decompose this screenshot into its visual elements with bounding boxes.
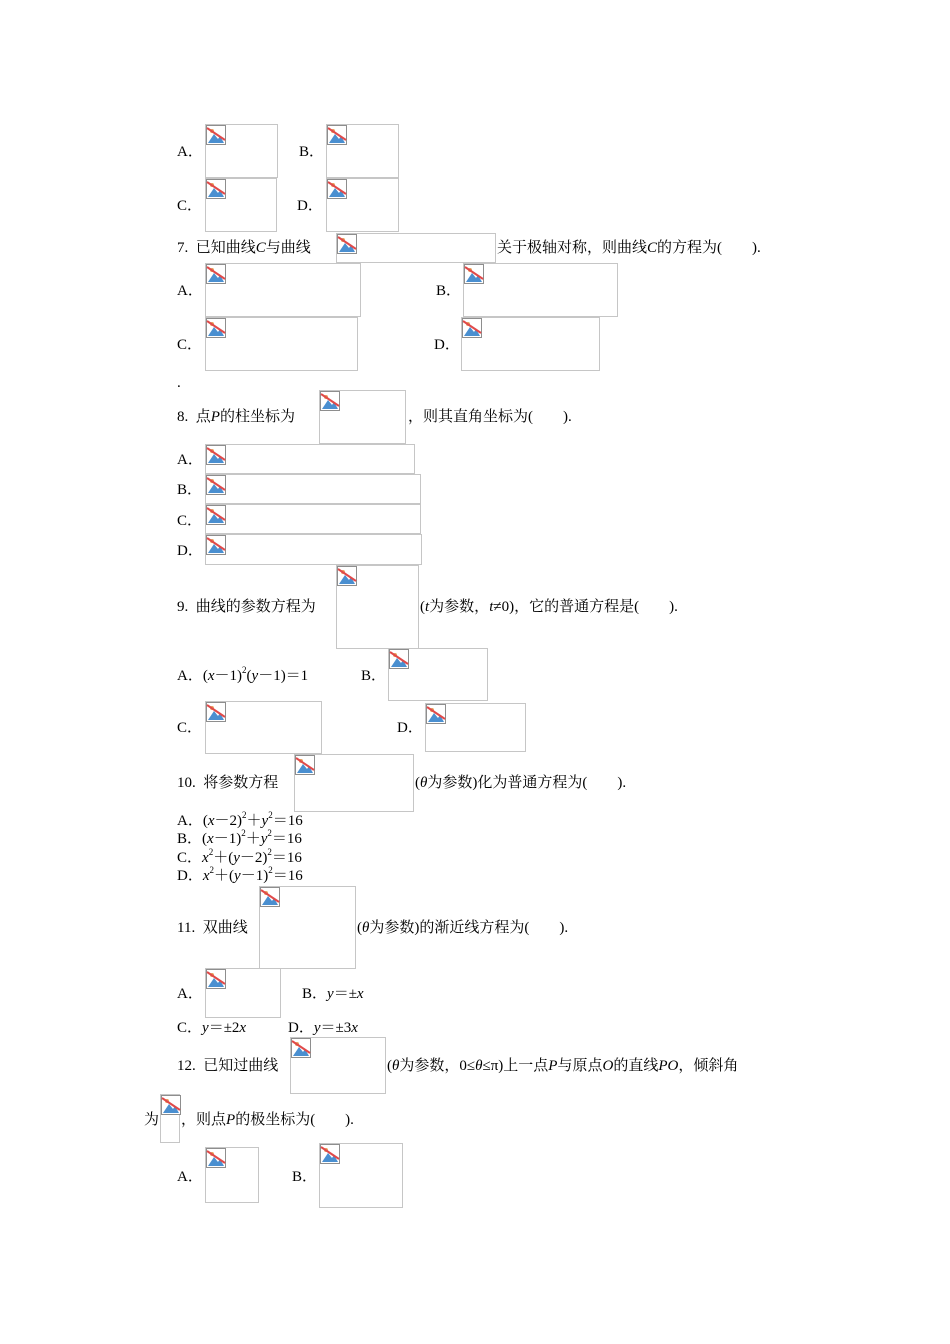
option-label-d: D． <box>434 337 460 353</box>
broken-image-icon <box>464 264 484 284</box>
expr-exponent: 2 <box>242 810 247 820</box>
expr-var: x <box>356 986 364 1002</box>
stem-text: 的方程为( ). <box>657 240 761 256</box>
option-label-a: A． <box>177 813 203 829</box>
stem-var: t <box>425 599 430 615</box>
expr-var: x <box>239 1020 247 1036</box>
formula-image <box>205 534 422 565</box>
broken-image-icon <box>206 969 226 989</box>
stem-var: C <box>255 240 266 256</box>
expr-part: ＋( <box>214 868 235 884</box>
broken-image-icon <box>389 649 409 669</box>
stem-var: θ <box>420 775 428 791</box>
stem-text: 与原点 <box>557 1058 603 1074</box>
question-9-stem-cont <box>420 598 678 616</box>
stem-text: ( <box>357 920 362 936</box>
expr-var: x <box>207 813 215 829</box>
option-label-b: B． <box>177 831 203 847</box>
stem-text: ≤π)上一点 <box>482 1058 549 1074</box>
stem-var: t <box>489 599 494 615</box>
broken-image-icon <box>291 1038 311 1058</box>
expr-exponent: 2 <box>268 865 273 875</box>
option-label-d: D． <box>177 868 203 884</box>
option-label-b: B． <box>361 668 387 684</box>
expr-part: ( <box>246 668 252 684</box>
option-d <box>288 1019 358 1037</box>
option-a <box>177 812 303 830</box>
expr-part: ＝16 <box>272 868 303 884</box>
stem-text: 为参数， <box>429 599 490 615</box>
broken-image-icon <box>206 505 226 525</box>
expr-var: y <box>327 986 334 1002</box>
expr-var: y <box>233 850 240 866</box>
expr-part: －1) <box>213 831 242 847</box>
question-12-stem-cont <box>387 1057 738 1075</box>
question-11-stem-cont <box>357 919 568 937</box>
question-10-stem <box>177 774 278 792</box>
formula-image <box>425 703 526 752</box>
formula-image <box>205 263 361 317</box>
question-7-stem-cont <box>497 239 761 257</box>
option-label-d: D． <box>297 198 323 214</box>
stem-var: P <box>548 1058 558 1074</box>
stem-var: O <box>602 1058 614 1074</box>
question-number: 9. <box>177 599 189 615</box>
option-label-d: D． <box>288 1020 314 1036</box>
expr-part: ＝16 <box>271 831 302 847</box>
formula-image <box>205 317 358 371</box>
formula-image <box>326 178 399 232</box>
expr-var: y <box>313 1020 321 1036</box>
option-c <box>177 1019 246 1037</box>
broken-image-icon <box>337 234 357 254</box>
formula-image <box>336 565 419 649</box>
stem-text: 为参数)化为普通方程为( ). <box>427 775 627 791</box>
expr-part: －2) <box>214 813 243 829</box>
option-label-c: C． <box>177 720 203 736</box>
broken-image-icon <box>260 887 280 907</box>
formula-image <box>205 474 421 504</box>
broken-image-icon <box>206 445 226 465</box>
stem-text: 将参数方程 <box>203 775 279 791</box>
stem-text: 的极坐标为( ). <box>235 1112 354 1128</box>
question-7-stem <box>177 239 311 257</box>
stem-var: C <box>647 240 658 256</box>
stem-text: 的柱坐标为 <box>219 409 295 425</box>
option-label-c: C． <box>177 850 203 866</box>
stem-var: θ <box>392 1058 400 1074</box>
question-number: 8. <box>177 409 189 425</box>
expr-part: ＋ <box>246 813 262 829</box>
expr-part: －1) <box>240 868 269 884</box>
question-11-stem <box>177 919 248 937</box>
formula-image <box>336 233 496 263</box>
formula-image <box>388 648 488 701</box>
formula-image <box>290 1037 386 1094</box>
expr-var: x <box>207 831 214 847</box>
expr-exponent: 2 <box>241 828 246 838</box>
broken-image-icon <box>327 179 347 199</box>
expr-part: ＋ <box>245 831 261 847</box>
option-a <box>177 667 308 685</box>
expr-var: y <box>234 868 241 884</box>
stem-text: 点 <box>195 409 211 425</box>
expr-part: ( <box>202 813 208 829</box>
expr-part: ＝16 <box>271 850 302 866</box>
expr-var: x <box>202 868 210 884</box>
broken-image-icon <box>206 475 226 495</box>
stem-text: ( <box>420 599 425 615</box>
expr-exponent: 2 <box>242 665 247 675</box>
trailing-dot: . <box>177 375 181 391</box>
question-number: 10. <box>177 775 196 791</box>
question-12-line2-cont <box>181 1111 354 1129</box>
option-label-b: B． <box>292 1169 318 1185</box>
formula-image <box>205 444 415 474</box>
stem-text: ≠0)，它的普通方程是( ). <box>493 599 678 615</box>
expr-var: x <box>351 1020 358 1036</box>
broken-image-icon <box>320 1144 340 1164</box>
formula-image <box>205 1147 259 1203</box>
expr-part: ( <box>202 831 208 847</box>
option-label-d: D． <box>397 720 423 736</box>
option-label-c: C． <box>177 513 203 529</box>
option-label-a: A． <box>177 283 203 299</box>
stem-var: P <box>226 1112 236 1128</box>
question-12-stem <box>177 1057 278 1075</box>
option-b <box>177 830 302 848</box>
broken-image-icon <box>462 318 482 338</box>
stem-text: 关于极轴对称，则曲线 <box>497 240 648 256</box>
formula-image <box>294 754 414 812</box>
expr-part: ＝±2 <box>208 1020 240 1036</box>
stem-text: 为参数，0≤ <box>399 1058 476 1074</box>
option-b <box>302 985 364 1003</box>
broken-image-icon <box>320 391 340 411</box>
question-number: 12. <box>177 1058 196 1074</box>
expr-part: ＋( <box>213 850 234 866</box>
stem-text: ( <box>387 1058 392 1074</box>
expr-exponent: 2 <box>208 847 214 857</box>
stem-text: 双曲线 <box>202 920 248 936</box>
broken-image-icon <box>327 125 347 145</box>
question-number: 7. <box>177 240 189 256</box>
formula-image <box>160 1094 180 1143</box>
option-label-a: A． <box>177 144 203 160</box>
stem-text: 已知曲线 <box>195 240 256 256</box>
broken-image-icon <box>295 755 315 775</box>
broken-image-icon <box>337 566 357 586</box>
formula-image <box>205 701 322 754</box>
broken-image-icon <box>426 704 446 724</box>
option-label-a: A． <box>177 452 203 468</box>
broken-image-icon <box>206 702 226 722</box>
stem-text: ，倾斜角 <box>678 1058 739 1074</box>
expr-var: y <box>202 1020 209 1036</box>
expr-part: ＝±3 <box>320 1020 352 1036</box>
stem-text: 的直线 <box>613 1058 659 1074</box>
formula-image <box>205 178 277 232</box>
expr-var: y <box>260 831 268 847</box>
formula-image <box>463 263 618 317</box>
stem-text: ( <box>415 775 420 791</box>
expr-part: －2) <box>239 850 268 866</box>
expr-exponent: 2 <box>267 847 272 857</box>
question-12-line2-start: 为 <box>144 1112 160 1128</box>
option-label-c: C． <box>177 337 203 353</box>
option-label-d: D． <box>177 543 203 559</box>
stem-text: 与曲线 <box>265 240 311 256</box>
formula-image <box>326 124 399 178</box>
question-8-stem <box>177 408 295 426</box>
expr-part: －1)＝1 <box>258 668 309 684</box>
expr-part: ( <box>202 668 208 684</box>
option-d <box>177 867 303 885</box>
expr-exponent: 2 <box>268 810 273 820</box>
expr-var: y <box>251 668 259 684</box>
expr-part: ＝± <box>333 986 357 1002</box>
expr-var: y <box>261 813 269 829</box>
formula-image <box>205 968 281 1018</box>
option-label-a: A． <box>177 986 203 1002</box>
option-label-b: B． <box>177 482 203 498</box>
question-10-stem-cont <box>415 774 626 792</box>
option-c <box>177 849 302 867</box>
stem-var: θ <box>362 920 370 936</box>
expr-exponent: 2 <box>209 865 215 875</box>
formula-image <box>205 504 421 534</box>
formula-image <box>259 886 356 969</box>
expr-part: －1) <box>214 668 243 684</box>
stem-var: PO <box>658 1058 679 1074</box>
formula-image <box>461 317 600 371</box>
stem-text: ，则点 <box>181 1112 227 1128</box>
stem-var: P <box>210 409 220 425</box>
broken-image-icon <box>206 1148 226 1168</box>
formula-image <box>205 124 278 178</box>
option-label-b: B． <box>302 986 328 1002</box>
stem-text: 已知过曲线 <box>203 1058 279 1074</box>
expr-exponent: 2 <box>267 828 272 838</box>
question-8-stem-cont: ，则其直角坐标为( ). <box>408 409 572 425</box>
formula-image <box>319 1143 403 1208</box>
broken-image-icon <box>206 318 226 338</box>
broken-image-icon <box>161 1095 181 1115</box>
expr-part: ＝16 <box>272 813 303 829</box>
expr-var: x <box>202 850 209 866</box>
option-label-c: C． <box>177 1020 203 1036</box>
option-label-a: A． <box>177 1169 203 1185</box>
expr-var: x <box>207 668 215 684</box>
question-9-stem <box>177 598 316 616</box>
broken-image-icon <box>206 535 226 555</box>
question-number: 11. <box>177 920 196 936</box>
broken-image-icon <box>206 179 226 199</box>
broken-image-icon <box>206 125 226 145</box>
stem-var: θ <box>475 1058 483 1074</box>
stem-text: 为参数)的渐近线方程为( ). <box>369 920 569 936</box>
broken-image-icon <box>206 264 226 284</box>
stem-text: 曲线的参数方程为 <box>195 599 316 615</box>
option-label-c: C． <box>177 198 203 214</box>
formula-image <box>319 390 406 444</box>
option-label-b: B． <box>299 144 325 160</box>
option-label-b: B． <box>436 283 462 299</box>
option-label-a: A． <box>177 668 203 684</box>
